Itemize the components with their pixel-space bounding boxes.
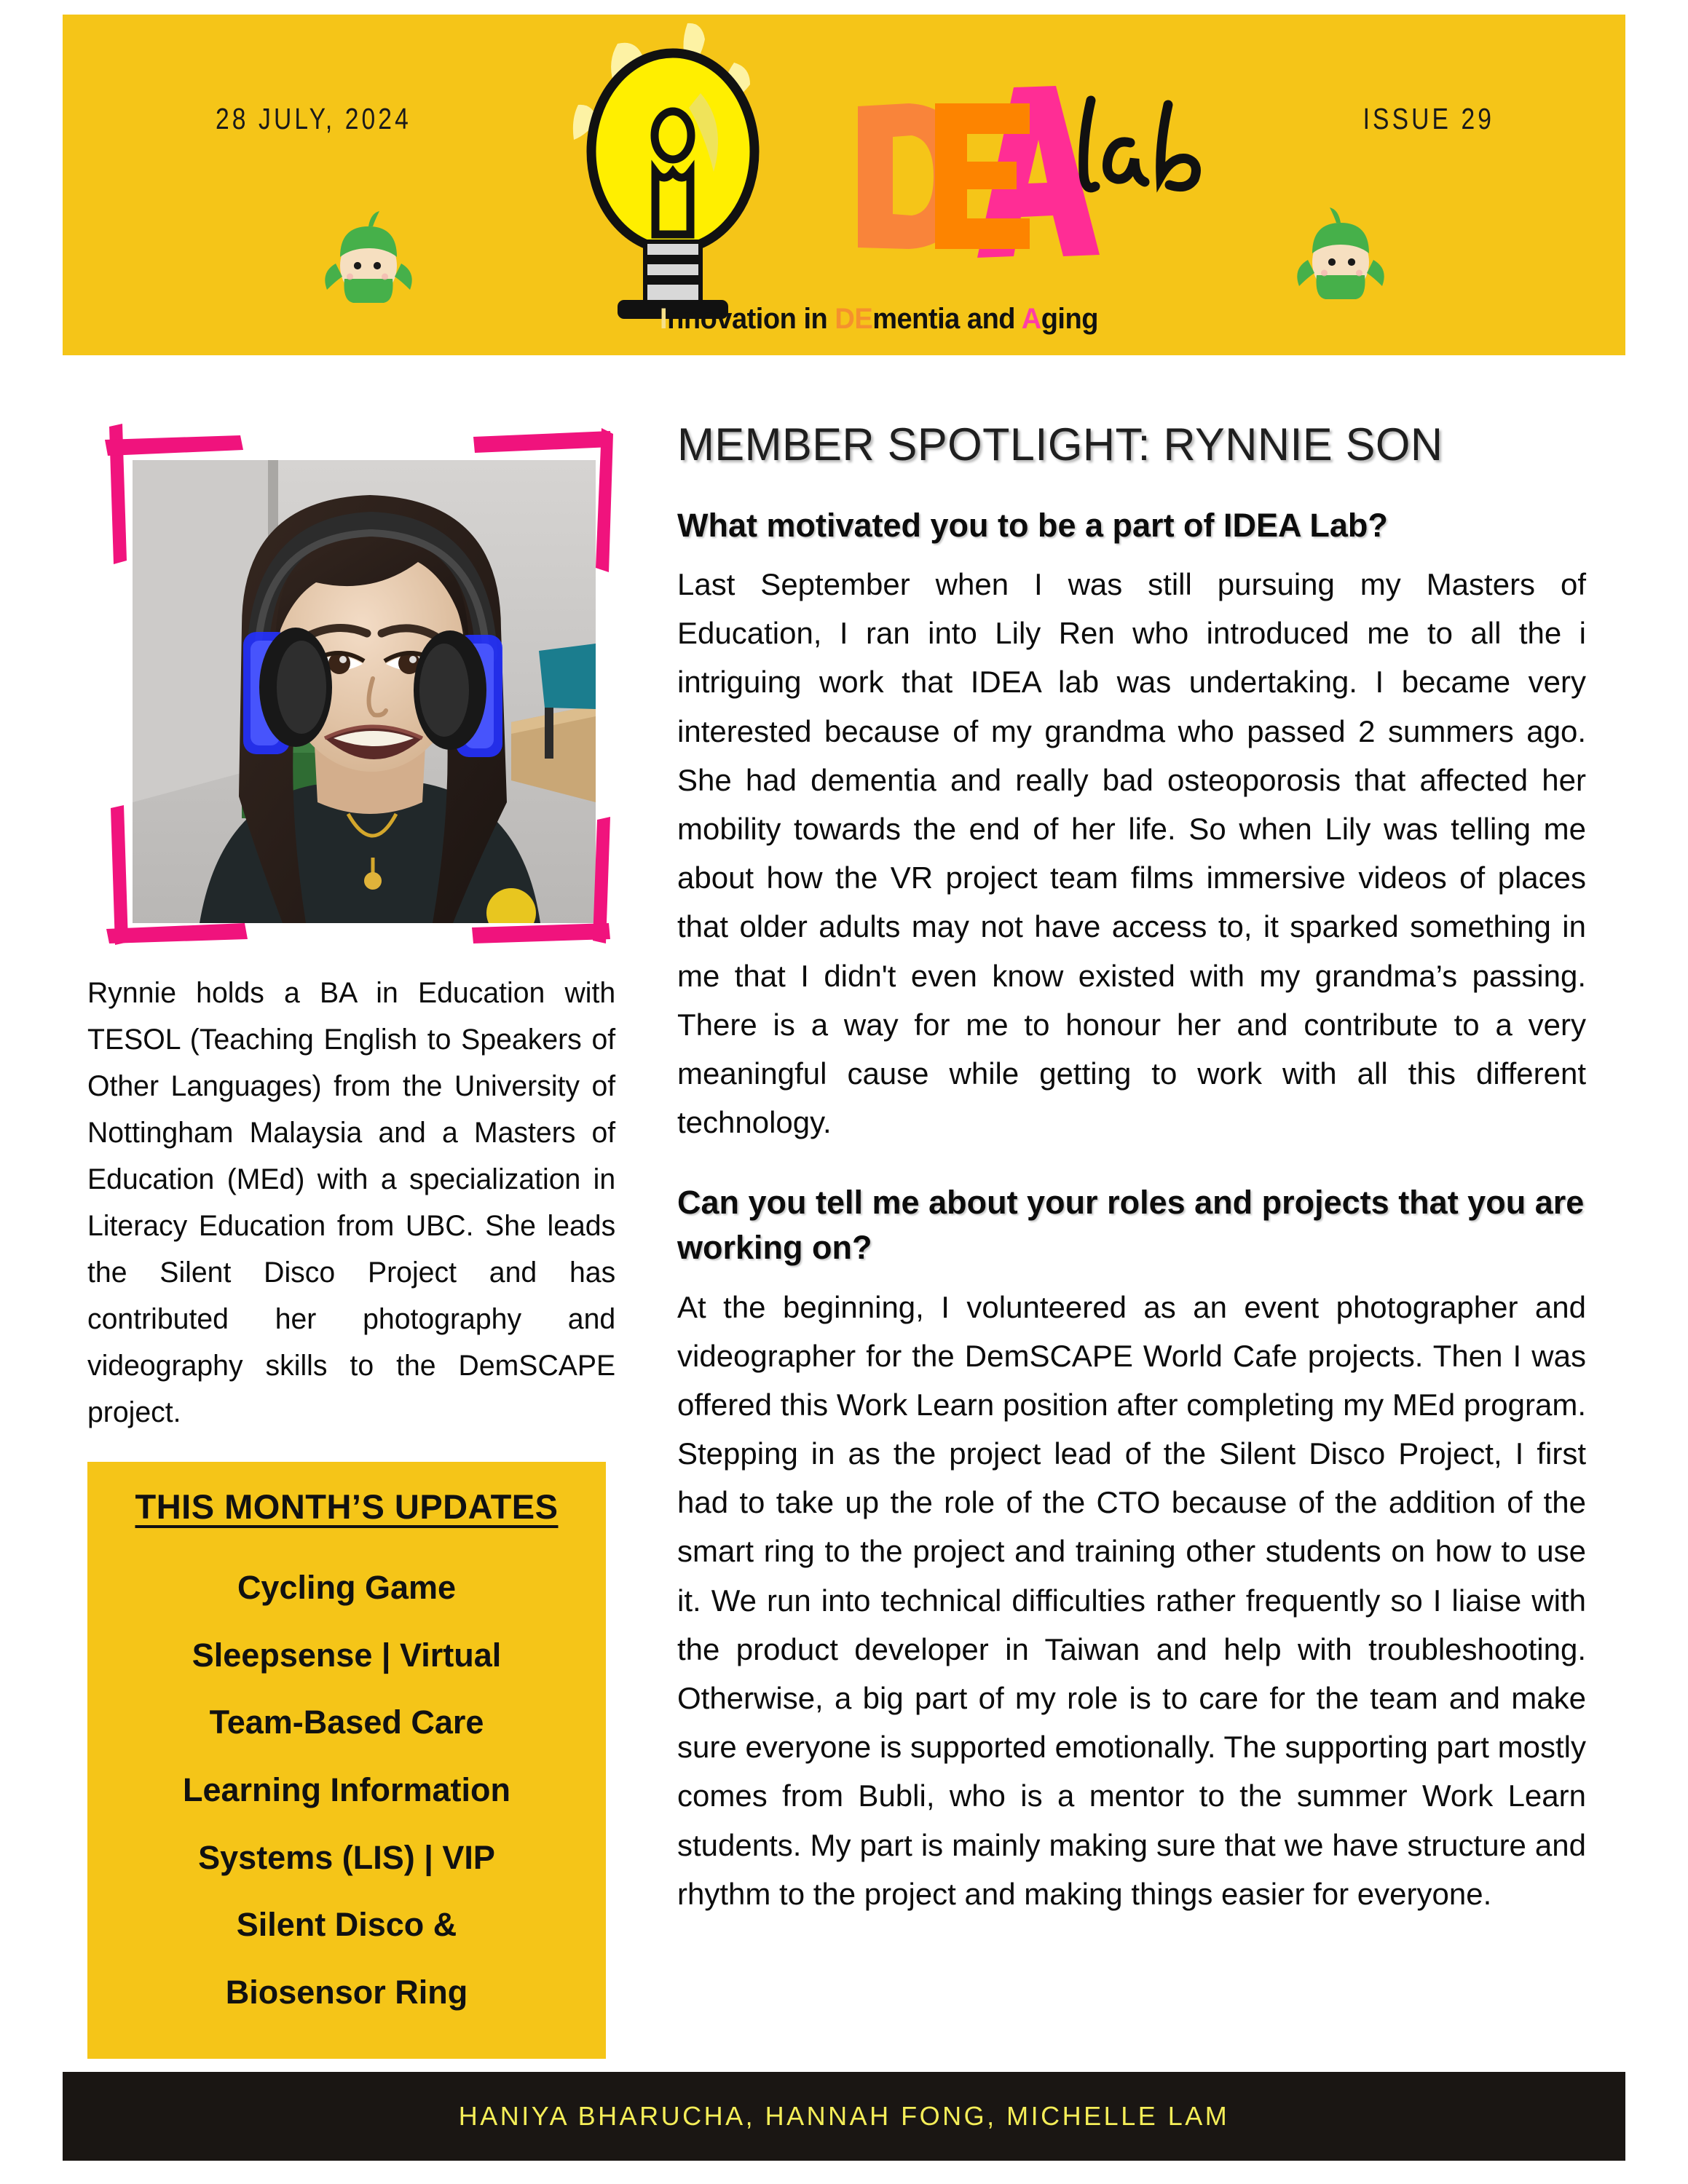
logo-letter-e <box>935 103 1030 249</box>
updates-title: THIS MONTH’S UPDATES <box>135 1487 559 1526</box>
tagline-part-2: mentia and <box>872 303 1022 335</box>
issue-date: 28 JULY, 2024 <box>216 102 411 135</box>
update-item: Systems (LIS) | VIP <box>198 1838 495 1876</box>
mascot-right-svg <box>1286 197 1395 306</box>
question-heading-1: What motivated you to be a part of IDEA Lab? <box>677 507 1388 544</box>
profile-photo-svg <box>133 460 596 923</box>
profile-photo-frame <box>87 415 626 954</box>
update-item: Learning Information <box>183 1771 510 1809</box>
update-item: Sleepsense | Virtual <box>192 1636 502 1674</box>
mascot-left-icon <box>314 200 423 313</box>
answer-paragraph-1: Last September when I was still pursuing my Masters of Education, I ran into Lily Ren who introduced me to all the i intriguing work that IDEA lab was undertaking. I became very interested because of my grandma who passed 2 summers ago. She had dementia and really bad osteoporosis that affected her mobility towards the end of her life. So when Lily was telling me about how the VR project team films immersive videos of places that older adults may not have access to, it sparked something in me that I didn't even know existed with my grandma’s passing. There is a way for me to honour her and contribute to a very meaningful cause while getting to work with all this different technology. <box>677 567 1586 1140</box>
update-item: Team-Based Care <box>209 1704 484 1741</box>
footer-credits: HANIYA BHARUCHA, HANNAH FONG, MICHELLE LAM <box>458 2101 1230 2131</box>
article-column <box>677 419 1586 1918</box>
logo-tagline <box>660 303 1098 336</box>
tagline-part-1: nnovation in <box>667 303 835 335</box>
updates-list <box>99 1554 594 2027</box>
logo-svg <box>572 15 1264 328</box>
tagline-letters-de: DE <box>835 303 873 335</box>
tagline-part-3: ging <box>1041 303 1098 335</box>
update-item: Silent Disco & <box>236 1906 457 1944</box>
page-title: MEMBER SPOTLIGHT: RYNNIE SON <box>677 419 1443 470</box>
update-item: Cycling Game <box>237 1569 457 1606</box>
logo-word-lab <box>1084 100 1196 188</box>
question-heading-2: Can you tell me about your roles and projects that you are working on? <box>677 1184 1585 1267</box>
profile-photo <box>133 460 596 923</box>
left-column <box>87 415 626 2059</box>
update-item: Biosensor Ring <box>225 1974 468 2011</box>
issue-number: ISSUE 29 <box>1362 102 1494 135</box>
header-banner <box>63 15 1625 355</box>
answer-paragraph-2: At the beginning, I volunteered as an event photographer and videographer for the DemSCAPE World Cafe projects. Then I was offered this Work Learn position after completing my MEd program. Stepping in as the project lead of the Silent Disco Project, I first had to take up the role of the CTO because of the addition of the smart ring to the project and training other students on how to use it. We run into technical difficulties rather frequently so I liaise with the product developer in Taiwan and help with troubleshooting. Otherwise, a big part of my role is to care for the team and make sure everyone is supported emotionally. The supporting part mostly comes from Bubli, who is a mentor to the summer Work Learn students. My part is mainly making sure that we have structure and rhythm to the project and making things easier for everyone. <box>677 1289 1586 1911</box>
mascot-left-svg <box>314 200 423 309</box>
tagline-letter-a: A <box>1021 303 1041 335</box>
tagline-letter-i: I <box>660 303 668 335</box>
this-months-updates-box <box>87 1462 606 2059</box>
mascot-right-icon <box>1286 197 1395 309</box>
profile-bio: Rynnie holds a BA in Education with TESOL (Teaching English to Speakers of Other Languages) from the University of Nottingham Malaysia and a Masters of Education (MEd) with a specialization in Literacy Education from UBC. She leads the Silent Disco Project and has contributed her photography and videography skills to the DemSCAPE project. <box>87 977 616 1428</box>
footer-bar <box>63 2072 1625 2161</box>
